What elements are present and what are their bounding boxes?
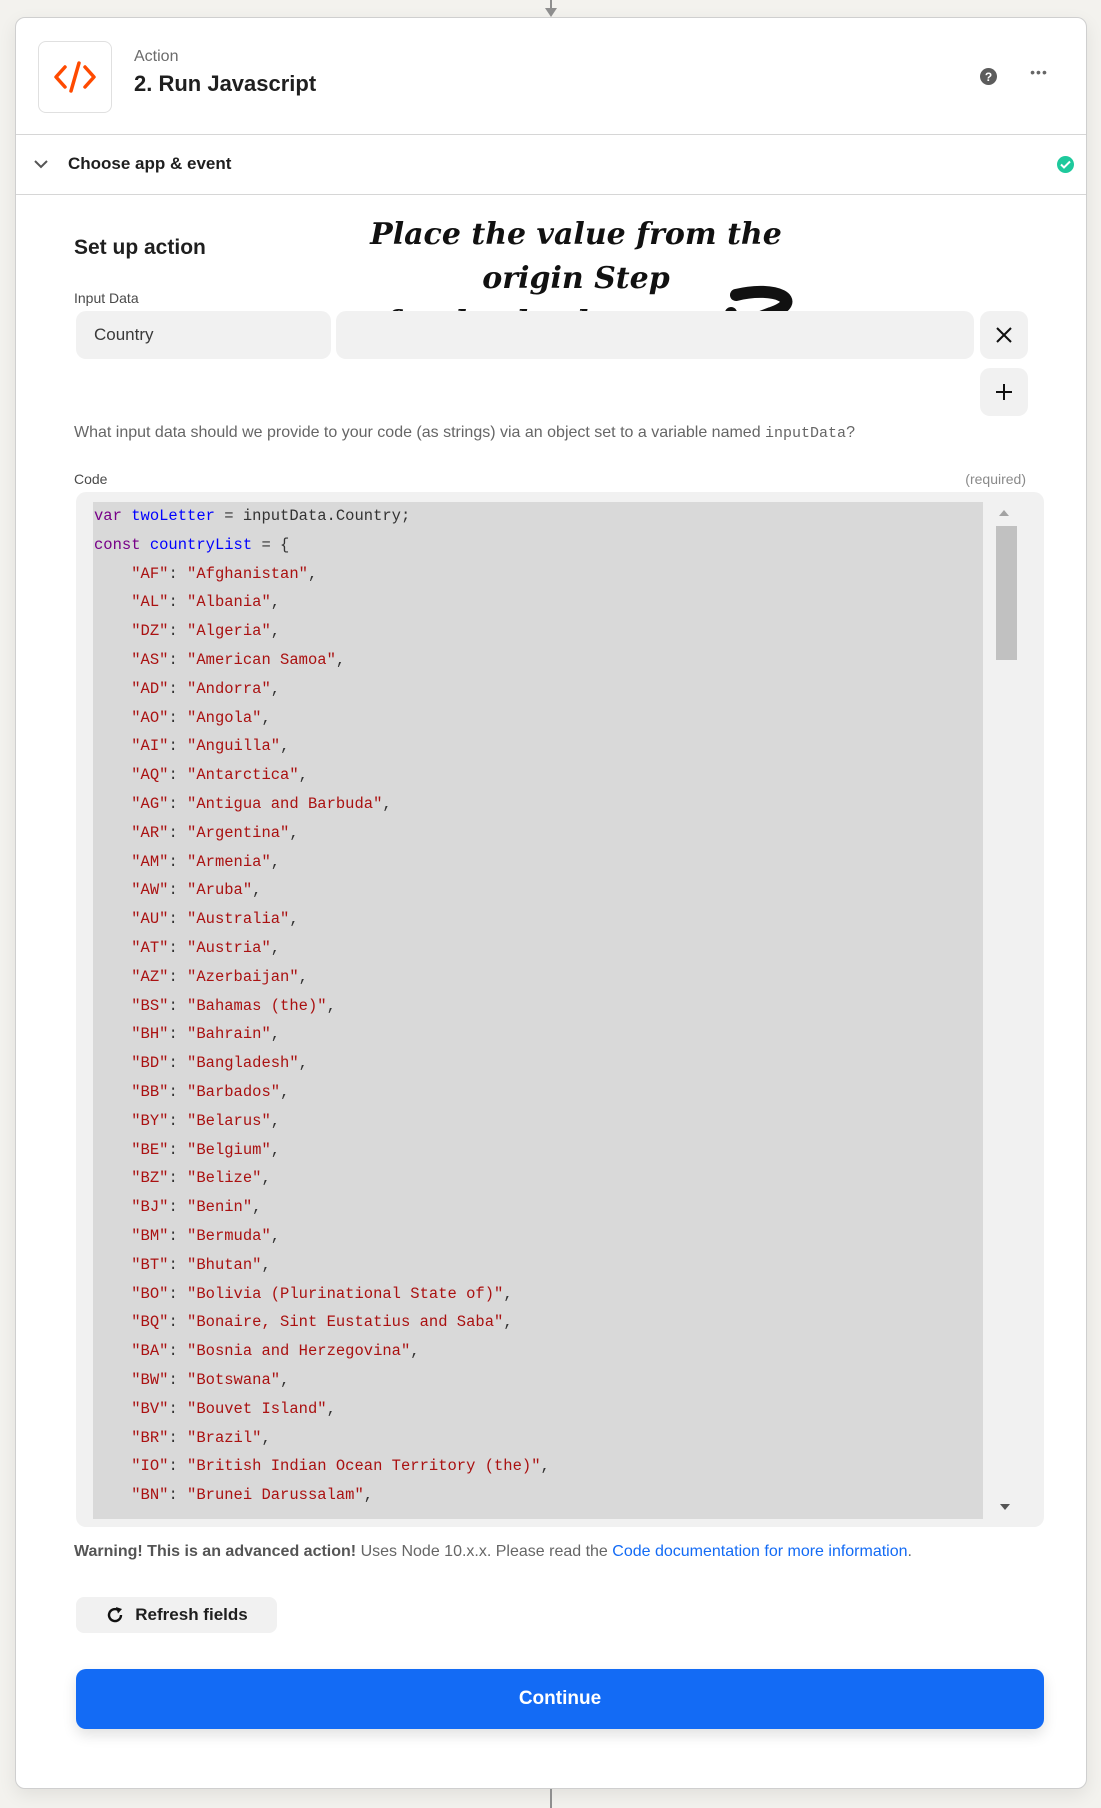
code-brackets-icon xyxy=(53,59,97,95)
country-code: "AD" xyxy=(131,679,169,698)
country-code: "AO" xyxy=(131,708,169,727)
ellipsis-icon[interactable]: ••• xyxy=(1030,64,1048,80)
step-header[interactable] xyxy=(16,18,1086,135)
country-name: "Belgium" xyxy=(187,1140,271,1159)
country-code: "BH" xyxy=(131,1025,169,1044)
code-line: "BM": "Bermuda", xyxy=(131,1226,281,1245)
flow-connector-bottom xyxy=(550,1789,552,1808)
code-line: "AW": "Aruba", xyxy=(131,881,262,900)
code-line: "BE": "Belgium", xyxy=(131,1140,281,1159)
country-code: "BV" xyxy=(131,1399,169,1418)
code-line: "BS": "Bahamas (the)", xyxy=(131,996,336,1015)
code-rest: = { xyxy=(252,535,290,554)
country-name: "Bolivia (Plurinational State of)" xyxy=(187,1284,504,1303)
code-line: "AG": "Antigua and Barbuda", xyxy=(131,794,392,813)
country-code: "AM" xyxy=(131,852,169,871)
country-name: "Bahrain" xyxy=(187,1025,271,1044)
code-line: "AM": "Armenia", xyxy=(131,852,281,871)
code-line: "AO": "Angola", xyxy=(131,708,271,727)
code-line: "BA": "Bosnia and Herzegovina", xyxy=(131,1342,420,1361)
code-line: "BH": "Bahrain", xyxy=(131,1025,281,1044)
country-name: "Argentina" xyxy=(187,823,290,842)
warning-text xyxy=(74,1543,912,1561)
code-line: "AQ": "Antarctica", xyxy=(131,766,308,785)
country-name: "Bhutan" xyxy=(187,1255,262,1274)
code-line: "BT": "Bhutan", xyxy=(131,1255,271,1274)
code-rest: = inputData.Country; xyxy=(214,507,411,525)
country-name: "Aruba" xyxy=(187,881,253,900)
code-line: "AI": "Anguilla", xyxy=(131,737,290,756)
country-name: "Bosnia and Herzegovina" xyxy=(187,1342,411,1361)
country-name: "Angola" xyxy=(187,708,262,727)
code-text-area[interactable] xyxy=(93,502,983,1519)
arrow-down-icon xyxy=(545,8,557,17)
country-code: "AI" xyxy=(131,737,169,756)
code-line: "BO": "Bolivia (Plurinational State of)", xyxy=(131,1284,513,1303)
country-code: "BM" xyxy=(131,1226,169,1245)
country-name: "Belize" xyxy=(187,1169,262,1188)
country-name: "Anguilla" xyxy=(187,737,281,756)
country-name: "Afghanistan" xyxy=(187,564,308,583)
country-code: "BR" xyxy=(131,1428,169,1447)
code-editor[interactable] xyxy=(76,492,1044,1527)
country-name: "Antarctica" xyxy=(187,766,299,785)
annotation-line-1: Place the value from the origin Step xyxy=(370,217,782,296)
code-label: Code xyxy=(74,471,108,487)
country-code: "AL" xyxy=(131,593,169,612)
country-code: "BO" xyxy=(131,1284,169,1303)
code-identifier: countryList xyxy=(149,535,253,554)
scroll-thumb[interactable] xyxy=(996,526,1017,660)
warning-bold: Warning! This is an advanced action! xyxy=(74,1543,357,1560)
country-name: "Andorra" xyxy=(187,679,271,698)
code-line: "BY": "Belarus", xyxy=(131,1111,281,1130)
code-line xyxy=(93,502,983,531)
country-name: "Bahamas (the)" xyxy=(187,996,327,1015)
country-name: "Albania" xyxy=(187,593,271,612)
code-line: "AR": "Argentina", xyxy=(131,823,299,842)
code-line: "BB": "Barbados", xyxy=(131,1082,290,1101)
code-line: "AS": "American Samoa", xyxy=(131,650,346,669)
code-line: "AL": "Albania", xyxy=(131,593,281,612)
help-text-end: ? xyxy=(846,424,855,441)
country-code: "BS" xyxy=(131,996,169,1015)
help-text-part: What input data should we provide to your code (as strings) via an object set to a variable named xyxy=(74,424,766,441)
check-circle-icon xyxy=(1057,156,1074,173)
required-label: (required) xyxy=(965,471,1026,487)
code-scrollbar[interactable] xyxy=(994,502,1016,1519)
setup-action-title: Set up action xyxy=(74,236,206,259)
code-line: "AU": "Australia", xyxy=(131,910,299,929)
scroll-up-arrow-icon[interactable] xyxy=(999,510,1009,516)
code-line: "BW": "Botswana", xyxy=(131,1370,290,1389)
input-data-key-field[interactable]: Country xyxy=(76,311,331,359)
code-keyword: var xyxy=(94,507,122,525)
country-name: "Barbados" xyxy=(187,1082,281,1101)
code-line: "AT": "Austria", xyxy=(131,938,281,957)
country-name: "Botswana" xyxy=(187,1370,281,1389)
choose-app-event-section[interactable] xyxy=(16,135,1086,195)
code-documentation-link[interactable]: Code documentation for more information xyxy=(612,1543,908,1560)
country-name: "Belarus" xyxy=(187,1111,271,1130)
country-code: "BB" xyxy=(131,1082,169,1101)
refresh-icon xyxy=(105,1605,125,1625)
country-name: "Antigua and Barbuda" xyxy=(187,794,383,813)
country-code: "BJ" xyxy=(131,1198,169,1217)
country-code: "DZ" xyxy=(131,622,169,641)
country-name: "Azerbaijan" xyxy=(187,967,299,986)
code-line: "BJ": "Benin", xyxy=(131,1198,262,1217)
country-code: "BZ" xyxy=(131,1169,169,1188)
country-code: "AQ" xyxy=(131,766,169,785)
country-name: "Bouvet Island" xyxy=(187,1399,327,1418)
country-code: "AR" xyxy=(131,823,169,842)
help-text-code: inputData xyxy=(765,425,847,442)
code-line: "DZ": "Algeria", xyxy=(131,622,281,641)
input-data-help-text xyxy=(74,424,855,442)
code-line: "BQ": "Bonaire, Sint Eustatius and Saba", xyxy=(131,1313,513,1332)
code-line: "BZ": "Belize", xyxy=(131,1169,271,1188)
input-data-label: Input Data xyxy=(74,290,139,306)
country-name: "Benin" xyxy=(187,1198,253,1217)
app-icon-box xyxy=(38,41,112,113)
add-row-button[interactable] xyxy=(980,368,1028,416)
remove-row-button[interactable] xyxy=(980,311,1028,359)
code-line: "AF": "Afghanistan", xyxy=(131,564,318,583)
country-code: "BA" xyxy=(131,1342,169,1361)
country-name: "Austria" xyxy=(187,938,271,957)
warning-end: . xyxy=(907,1543,912,1560)
country-name: "Bonaire, Sint Eustatius and Saba" xyxy=(187,1313,504,1332)
code-line: "BR": "Brazil", xyxy=(131,1428,271,1447)
step-title: 2. Run Javascript xyxy=(134,71,317,96)
country-name: "Brunei Darussalam" xyxy=(187,1486,364,1505)
step-type-label: Action xyxy=(134,48,179,65)
scroll-down-arrow-icon[interactable] xyxy=(1000,1504,1010,1510)
country-code: "AW" xyxy=(131,881,169,900)
country-code: "AU" xyxy=(131,910,169,929)
country-code: "AZ" xyxy=(131,967,169,986)
country-code: "BN" xyxy=(131,1486,169,1505)
code-identifier: twoLetter xyxy=(131,507,215,525)
refresh-fields-button[interactable] xyxy=(76,1597,277,1633)
chevron-down-icon[interactable] xyxy=(32,155,50,173)
code-line: "AD": "Andorra", xyxy=(131,679,281,698)
country-name: "British Indian Ocean Territory (the)" xyxy=(187,1457,541,1476)
question-circle-icon[interactable]: ? xyxy=(980,68,997,85)
code-line: "AZ": "Azerbaijan", xyxy=(131,967,308,986)
code-keyword: const xyxy=(94,535,141,554)
country-code: "AG" xyxy=(131,794,169,813)
code-line: "IO": "British Indian Ocean Territory (the)", xyxy=(131,1457,550,1476)
close-icon xyxy=(995,326,1013,344)
country-code: "AF" xyxy=(131,564,169,583)
country-code: "BW" xyxy=(131,1370,169,1389)
country-name: "Bermuda" xyxy=(187,1226,271,1245)
country-code: "BT" xyxy=(131,1255,169,1274)
warning-body: Uses Node 10.x.x. Please read the xyxy=(356,1543,613,1560)
country-code: "BE" xyxy=(131,1140,169,1159)
country-code: "IO" xyxy=(131,1457,169,1476)
input-data-value-field[interactable] xyxy=(336,311,974,359)
country-name: "Brazil" xyxy=(187,1428,262,1447)
section-label: Choose app & event xyxy=(68,154,232,173)
plus-icon xyxy=(995,383,1013,401)
country-code: "BY" xyxy=(131,1111,169,1130)
code-line xyxy=(93,531,983,560)
country-code: "BD" xyxy=(131,1054,169,1073)
country-name: "American Samoa" xyxy=(187,650,336,669)
country-name: "Armenia" xyxy=(187,852,271,871)
country-code: "BQ" xyxy=(131,1313,169,1332)
country-code: "AT" xyxy=(131,938,169,957)
code-line: "BV": "Bouvet Island", xyxy=(131,1399,336,1418)
code-line: "BD": "Bangladesh", xyxy=(131,1054,308,1073)
continue-button[interactable]: Continue xyxy=(76,1669,1044,1729)
refresh-fields-label: Refresh fields xyxy=(135,1605,248,1624)
country-name: "Algeria" xyxy=(187,622,271,641)
step-card xyxy=(15,17,1087,1789)
code-line: "BN": "Brunei Darussalam", xyxy=(131,1486,374,1505)
country-code: "AS" xyxy=(131,650,169,669)
country-name: "Australia" xyxy=(187,910,290,929)
country-name: "Bangladesh" xyxy=(187,1054,299,1073)
